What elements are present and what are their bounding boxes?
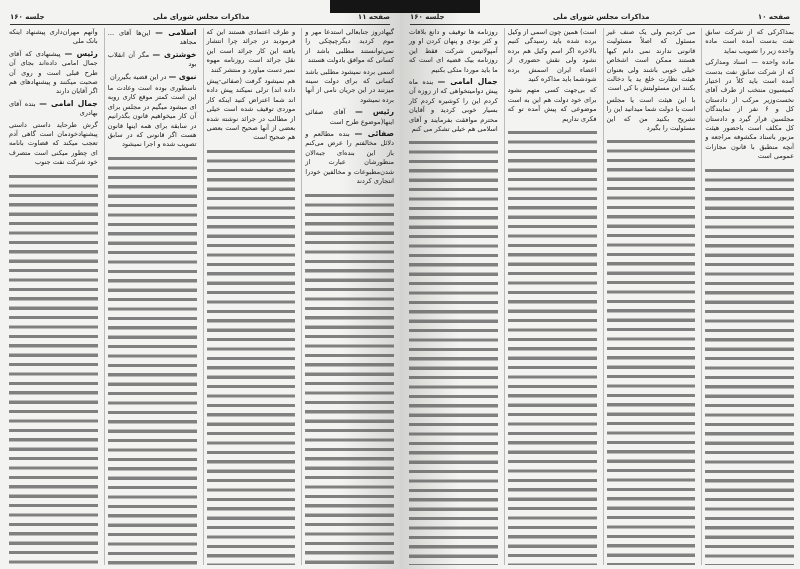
paragraph-text: آقای صفائی اینها(موضوع طرح است	[305, 108, 394, 126]
speaker-name: خوشتری —	[152, 49, 197, 59]
paragraph-text: گیهادروز جنابعالی استدعا مهر و موم کردید دیگرچیچکی را نمی‌توانستند مطلبی باشد از کسانی که موافق بادولت هستند	[305, 28, 394, 65]
paragraph	[9, 28, 98, 47]
paragraph	[705, 58, 794, 161]
paragraph-text: ناسطوری بوده است وعادت ما این است کمتر موقع کاری روبه ای میشود میگیم در مجلس برای آن کار میخواهیم قانون بگذرانیم در سابقه برای همه اینها قانون هست اگر قانونی که در سابق تصویب شده و اجرا نمیشود	[107, 84, 197, 149]
running-title: مذاکرات مجلس شورای ملی	[553, 13, 650, 21]
page-number: صفحه ۱۰	[757, 13, 790, 21]
page-header	[10, 12, 390, 25]
paragraph-text: پیشنهادی که آقای جمال امامی داده‌اند بجای آن طرح قبلی است و روی آن صحبت میکنند و پیشنهادهای هم اگر آقایان دارند	[9, 49, 98, 96]
text-column	[6, 28, 98, 565]
paragraph	[9, 121, 98, 168]
page-header	[410, 12, 790, 25]
paragraph	[207, 77, 296, 143]
text-column	[203, 28, 296, 565]
illegible-text-lines	[705, 166, 794, 565]
speaker-name: جمال امامی —	[39, 98, 98, 108]
paragraph-text: در این قضیه بگیرران	[110, 72, 167, 81]
paragraph	[508, 86, 597, 124]
text-column	[504, 28, 597, 565]
paragraph-text: هم نمیشود گرفت (صفائی-پیش داده اند) ترلی نمیکند پیش داده اند شما اعتراض کنید اینکه کار موردی توقیف شده است خیلی از مطالب در جرائد نوشته شده بعضی از آنها صحیح است بعضی هم صحیح است	[206, 77, 296, 142]
speaker-name: جمال امامی —	[437, 77, 498, 87]
paragraph	[108, 72, 197, 82]
speaker-name: نبوی —	[168, 71, 197, 81]
illegible-text-lines	[108, 154, 197, 565]
illegible-text-lines	[409, 138, 498, 565]
paragraph-text: ماده واحده — اسناد ومدارکی که از شرکت سابق نفت بدست آمده است باید کلاً در اختیار کمیسیون منتخب از طرف آقای نخست‌وزیر مرکب از دادستان کل و ۶ نفر از نمایندگان مجلسین قرار گیرد و دادستان کل مکلف است باحضور هیئت مزبور باسناد مکشوفه مراجعه و آنچه منطبق با قانون مجازات عمومی است	[705, 58, 794, 161]
speaker-name: اسلامی —	[155, 28, 197, 37]
paragraph	[207, 28, 296, 75]
paragraph-text: بمذاکرکی که از شرکت سابق نفت بدست آمده است ماده واحده زیر را تصویب نماید	[705, 28, 794, 55]
paragraph	[305, 28, 394, 66]
text-column	[603, 28, 696, 565]
paragraph	[9, 99, 98, 119]
paragraph	[108, 50, 197, 70]
paragraph-text: است) همین چون اسمی از وکیل برده شده باید رسیدگی کنیم بالاخره اگر اسم وکیل هم برده نشود ولی نقش حضوری از اعضاء ایران اسمش برده شودشما باید مذاکره کنید	[507, 28, 597, 84]
paragraph-text: مگر آن انقلاب بود	[107, 50, 197, 69]
paragraph-text: بنده آقای بهادری	[9, 99, 98, 118]
illegible-text-lines	[607, 137, 696, 565]
paragraph	[409, 77, 498, 134]
paragraph-text: و طرف اعتمادی هستند این که فرمودید در جرائد چرا انتشار یافته این کار جرائد است این نقل جرائد است روزنامه مهوه نمیر دست میاورد و منتشر کنند	[206, 28, 296, 74]
paragraph	[305, 68, 394, 106]
text-columns	[6, 28, 394, 565]
text-column	[104, 28, 197, 565]
paragraph	[108, 84, 197, 150]
paragraph-text: این‌ها آقای ... مجاهد	[107, 29, 197, 47]
paragraph	[508, 28, 597, 84]
paragraph	[409, 28, 498, 75]
paragraph	[607, 28, 696, 94]
text-columns	[406, 28, 794, 565]
text-column	[701, 28, 794, 565]
illegible-text-lines	[9, 172, 98, 565]
speaker-name: رئیس —	[355, 107, 394, 117]
paragraph	[305, 129, 394, 186]
paragraph-text: با این هیئت است یا مجلس است یا دولت شما میدانید این را تشریح بکنید من که این مسئولیت را بگیرد	[606, 95, 696, 133]
paragraph-text: که بی‌جهت کسی متهم نشود برای خود دولت هم این به است موضوعی که پیش آمده تو که فکری نداریم	[507, 86, 597, 123]
running-title: مذاکرات مجلس شورای ملی	[153, 13, 250, 21]
speaker-name: رئیس —	[64, 48, 98, 58]
paragraph	[305, 107, 394, 127]
paragraph-text: بنده ماه پیش دوامیتخواهی که از زوزه آن کردم این را کوشیره کردم کار بسیار خوبی کردید و آقایان محترم موافقت بفرمایند و آقای اسلامی هم خیلی تشکر می کنم	[409, 78, 498, 134]
text-column	[406, 28, 498, 565]
paragraph	[607, 96, 696, 134]
illegible-text-lines	[305, 191, 394, 566]
paragraph-text: اسمی برده نمیشود مطلبی باشد کسانی که برای دولت سینه میزنند در این جریان نامی از آنها برده نمیشود	[305, 67, 394, 104]
paragraph-text: روزنامه ها توقیف و دانع بلافات و کثر بودی و پنهان کردن او ور آمپولاتیس شرکت فقط این روزنامه بیک قضیه ای است که ما باید موردا متکی بکنیم	[409, 28, 498, 74]
speaker-name: صفائی —	[354, 129, 394, 139]
page-number: صفحه ۱۱	[357, 13, 390, 21]
illegible-text-lines	[207, 147, 296, 565]
paragraph-text: گرش طرحاید داستی داستی پیشنهادخودمان است گاهی آدم تعجب میکند که قضاوت بانامه ای چطور میکنی است متصرف خود شرکت نفت جنوب	[9, 120, 98, 167]
session-number: جلسه ۱۶۰	[10, 13, 45, 21]
session-number: جلسه ۱۶۰	[410, 13, 445, 21]
paragraph-text: بنده مطالعم و دلائل مخالفتم را عرض می‌کنم باز این بنده‌ای جبه‌الان منظورشان عبارت از شدن‌مطبوعات و مخالفین خودرا انتجاری کردند	[305, 130, 394, 186]
text-column	[301, 28, 394, 565]
paragraph	[705, 28, 794, 56]
page-right	[400, 0, 800, 569]
paragraph-text: وآنهم مهران‌داری پیشنهاد اینکه بانک ملی	[9, 28, 98, 46]
illegible-text-lines	[508, 128, 597, 565]
paragraph	[108, 28, 197, 48]
paragraph-text: می کردیم ولی یک صنف غیر مسئول که اصلاً مسئولیت قانونی ندارند نمی دانم کیها هستند ممکن است اشخاص خیلی خوبی باشند ولی بعنوان هیئت نظارت خلع ید یا دخالت بکنند این مسئولیتش با کی است	[606, 28, 696, 93]
paragraph	[9, 49, 98, 97]
